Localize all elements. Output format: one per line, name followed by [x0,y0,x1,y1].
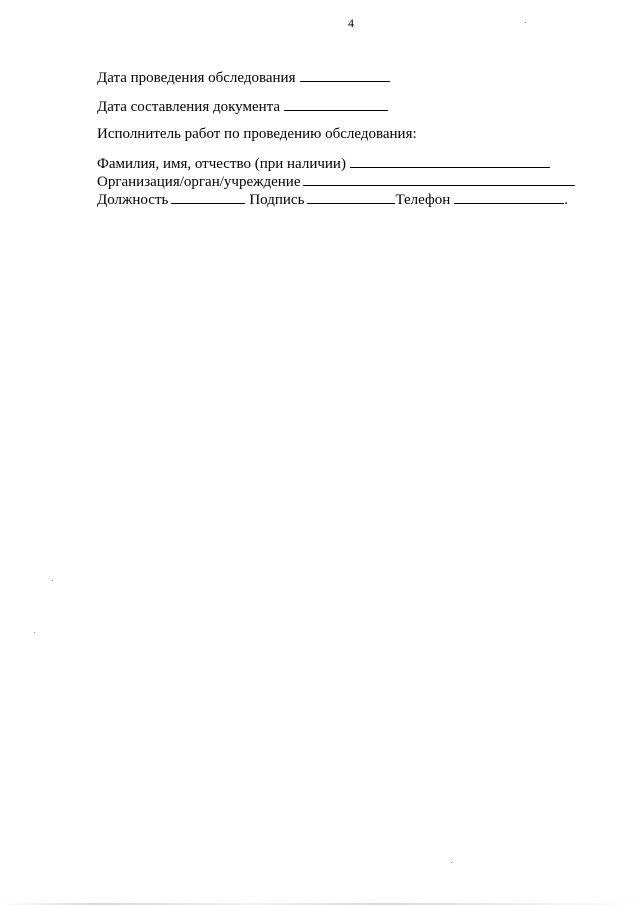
phone-label: Телефон [395,192,451,208]
fio-field[interactable] [350,155,550,168]
position-field[interactable] [171,191,245,204]
org-label: Организация/орган/учреждение [97,174,301,190]
executor-heading: Исполнитель работ по проведению обследования: [97,126,417,142]
phone-field[interactable] [454,191,564,204]
end-period: . [564,192,569,208]
fio-label: Фамилия, имя, отчество (при наличии) [97,156,346,172]
fio-row [97,155,550,173]
date-exam-row [97,69,390,87]
date-exam-field[interactable] [300,69,390,82]
date-doc-row [97,98,388,116]
org-field[interactable] [303,173,575,186]
position-signature-phone-row [97,191,568,209]
position-label: Должность [97,192,169,208]
scan-speck [525,22,526,23]
signature-label: Подпись [249,192,305,208]
org-row [97,173,575,191]
date-exam-label: Дата проведения обследования [97,70,296,86]
date-doc-label: Дата составления документа [97,99,281,115]
scan-speck [52,580,53,581]
scan-speck [34,632,35,633]
date-doc-field[interactable] [284,98,388,111]
scan-speck [451,862,452,863]
page-number: 4 [348,16,354,30]
signature-field[interactable] [307,191,395,204]
